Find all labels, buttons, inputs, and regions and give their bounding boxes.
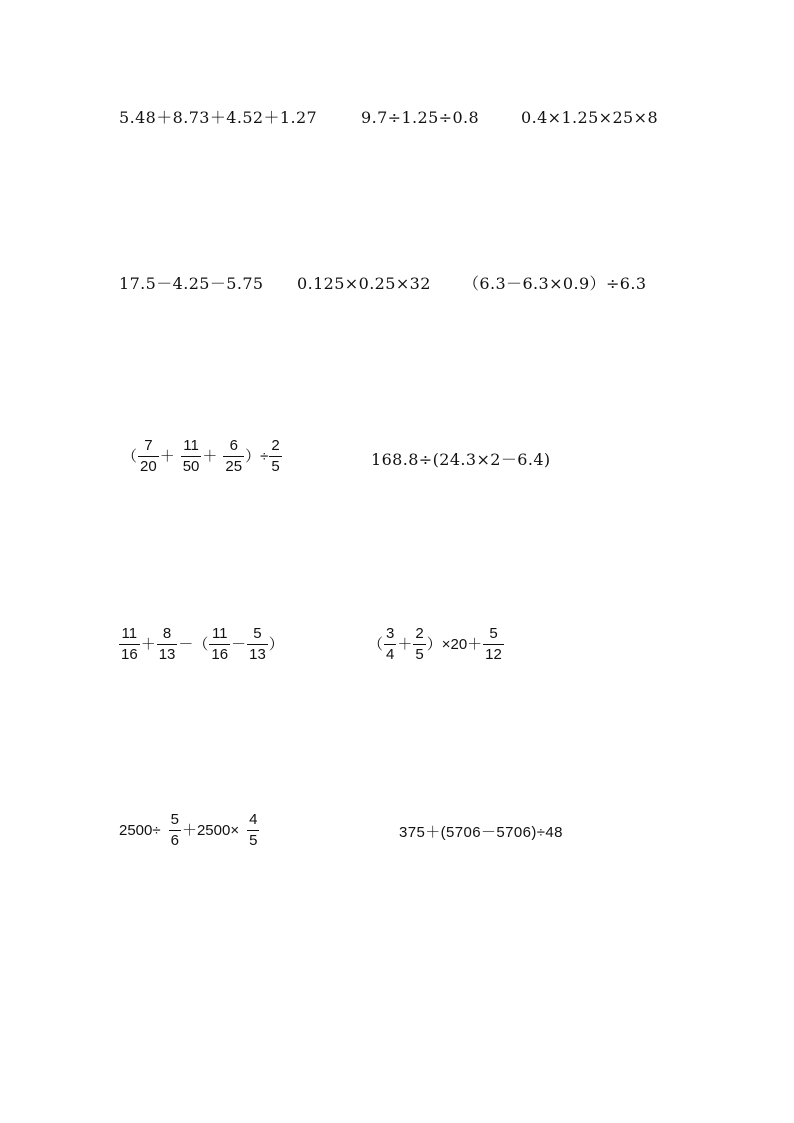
numerator: 2: [415, 625, 424, 642]
fraction: [138, 438, 159, 475]
expression-2: [361, 110, 479, 126]
expression-3: [521, 110, 658, 126]
denominator: 16: [121, 646, 138, 663]
expression-text: 168.8÷(24.3×2－6.4): [371, 450, 551, 469]
operator: ＋: [202, 448, 218, 465]
denominator: 5: [249, 832, 258, 849]
operator: ＋: [159, 448, 175, 465]
fraction: [269, 438, 281, 475]
expression-12: [399, 825, 563, 840]
denominator: 16: [211, 646, 229, 663]
expression-7: [122, 438, 283, 475]
expression-11: [119, 812, 260, 849]
expression-text: 375＋(5706－5706)÷48: [399, 824, 563, 841]
denominator: 12: [485, 646, 502, 663]
fraction: [247, 626, 268, 663]
denominator: 4: [386, 646, 395, 663]
fraction: [384, 626, 396, 663]
expression-text: 0.4×1.25×25×8: [521, 108, 659, 127]
fraction: [223, 438, 244, 475]
expression-text: （6.3－6.3×0.9）÷6.3: [463, 274, 647, 293]
operator: ＋: [140, 636, 156, 653]
numerator: 8: [162, 625, 172, 642]
fraction: [119, 626, 140, 663]
expression-1: [119, 110, 317, 126]
numerator: 11: [121, 625, 138, 642]
numerator: 5: [489, 625, 498, 642]
expression-text: 5.48＋8.73＋4.52＋1.27: [119, 108, 318, 127]
fraction: [247, 812, 259, 849]
expression-4: [119, 276, 263, 292]
fraction: [157, 626, 178, 663]
paren-close-divide: ）÷: [245, 448, 269, 465]
denominator: 13: [249, 646, 266, 663]
denominator: 25: [225, 458, 243, 475]
paren-close: ）: [268, 636, 284, 653]
operator: ＋2500×: [181, 822, 240, 839]
fraction: [483, 626, 504, 663]
fraction: [209, 626, 230, 663]
expression-9: [118, 626, 284, 663]
numerator: 11: [183, 437, 199, 454]
numerator: 6: [229, 437, 238, 454]
operator: ）×20＋: [426, 636, 483, 653]
numerator: 5: [170, 811, 179, 828]
denominator: 13: [158, 646, 176, 663]
operator: －: [231, 636, 247, 653]
expression-6: [463, 276, 646, 292]
denominator: 5: [415, 646, 424, 663]
numerator: 11: [211, 625, 228, 642]
numerator: 5: [253, 625, 262, 642]
denominator: 5: [271, 458, 280, 475]
denominator: 50: [182, 458, 200, 475]
expression-text: 9.7÷1.25÷0.8: [361, 108, 480, 127]
expression-text: 0.125×0.25×32: [297, 274, 431, 293]
expression-text: 17.5－4.25－5.75: [119, 274, 264, 293]
paren-open: （: [368, 636, 384, 653]
numerator: 3: [386, 625, 395, 642]
operator: ＋: [397, 636, 413, 653]
numerator: 2: [271, 437, 280, 454]
fraction: [169, 812, 181, 849]
expression-10: [368, 626, 505, 663]
expression-5: [297, 276, 431, 292]
numerator: 4: [249, 811, 258, 828]
paren-open: （: [122, 448, 138, 465]
numerator: 7: [144, 437, 153, 454]
denominator: 20: [140, 458, 157, 475]
fraction: [181, 438, 202, 475]
denominator: 6: [170, 832, 179, 849]
expression-8: [371, 452, 551, 468]
expression-lead: 2500÷: [119, 822, 161, 839]
operator: －（: [178, 636, 209, 653]
fraction: [413, 626, 425, 663]
